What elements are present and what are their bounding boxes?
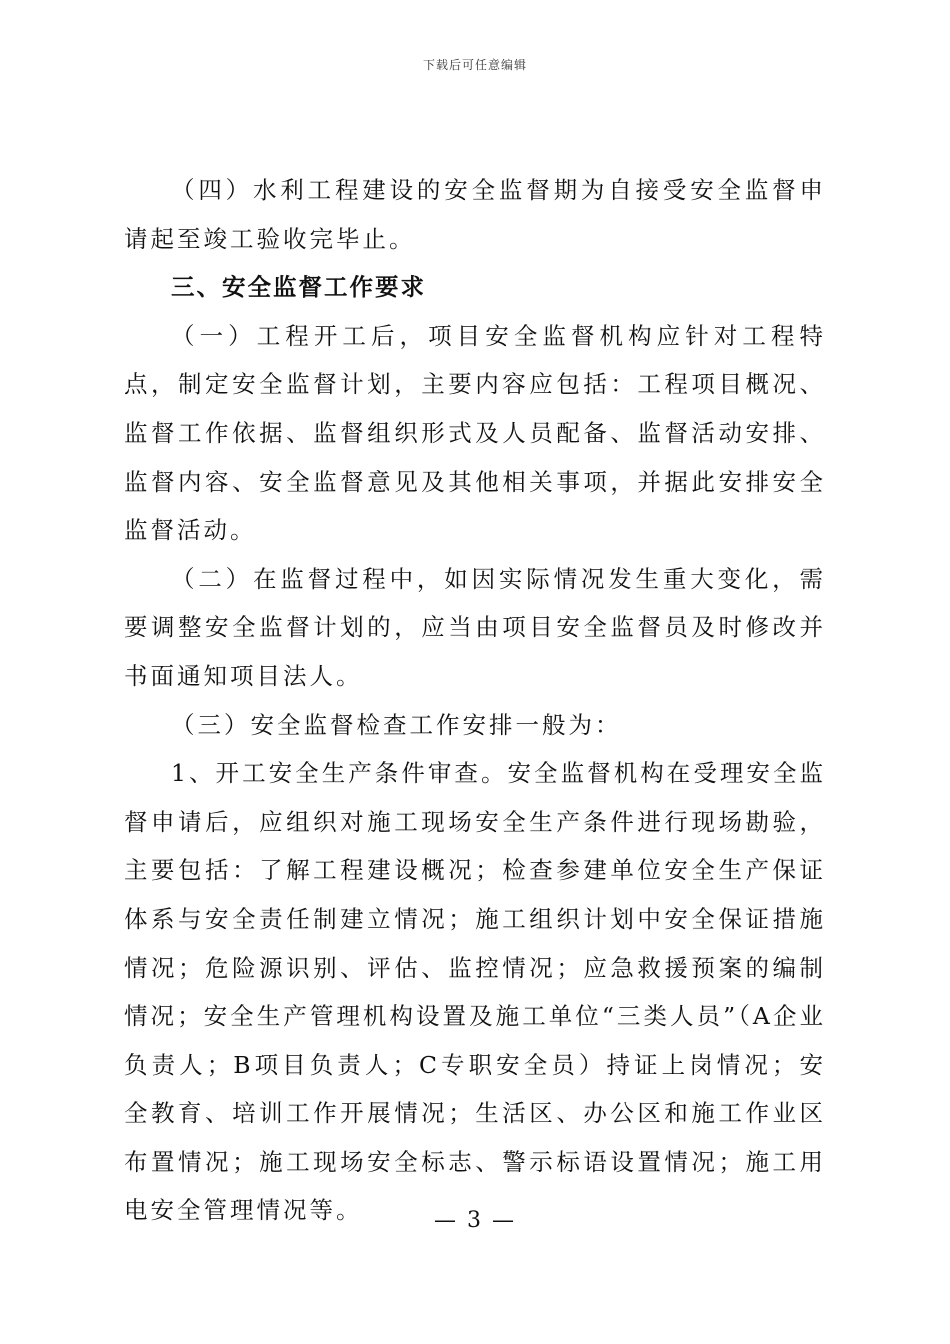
- paragraph-safety-condition-review: 1、开工安全生产条件审查。安全监督机构在受理安全监督申请后，应组织对施工现场安全生产条件进行现场勘验，主要包括：了解工程建设概况；检查参建单位安全生产保证体系与安全责任制建立情况；施工组织计划中安全保证措施情况；危险源识别、评估、监控情况；应急救援预案的编制情况；安全生产管理机构设置及施工单位“三类人员”（A企业负责人；B项目负责人；C专职安全员）持证上岗情况；安全教育、培训工作开展情况；生活区、办公区和施工作业区布置情况；施工现场安全标志、警示标语设置情况；施工用电安全管理情况等。: [124, 759, 826, 1225]
- header-note: 下载后可任意编辑: [422, 58, 527, 72]
- paragraph-supervision-plan: （一）工程开工后，项目安全监督机构应针对工程特点，制定安全监督计划，主要内容应包括：工程项目概况、监督工作依据、监督组织形式及人员配备、监督活动安排、监督内容、安全监督意见及其他相关事项，并据此安排安全监督活动。: [124, 321, 826, 545]
- page-number: — 3 —: [434, 1208, 516, 1233]
- paragraph-inspection-arrangement: （三）安全监督检查工作安排一般为：: [171, 710, 622, 739]
- paragraph-supervision-period: （四）水利工程建设的安全监督期为自接受安全监督申请起至竣工验收完毕止。: [124, 176, 826, 253]
- paragraph-plan-adjustment: （二）在监督过程中，如因实际情况发生重大变化，需要调整安全监督计划的，应当由项目安全监督员及时修改并书面通知项目法人。: [124, 564, 826, 690]
- section-heading-requirements: 三、安全监督工作要求: [171, 273, 426, 302]
- document-body: [124, 166, 826, 1235]
